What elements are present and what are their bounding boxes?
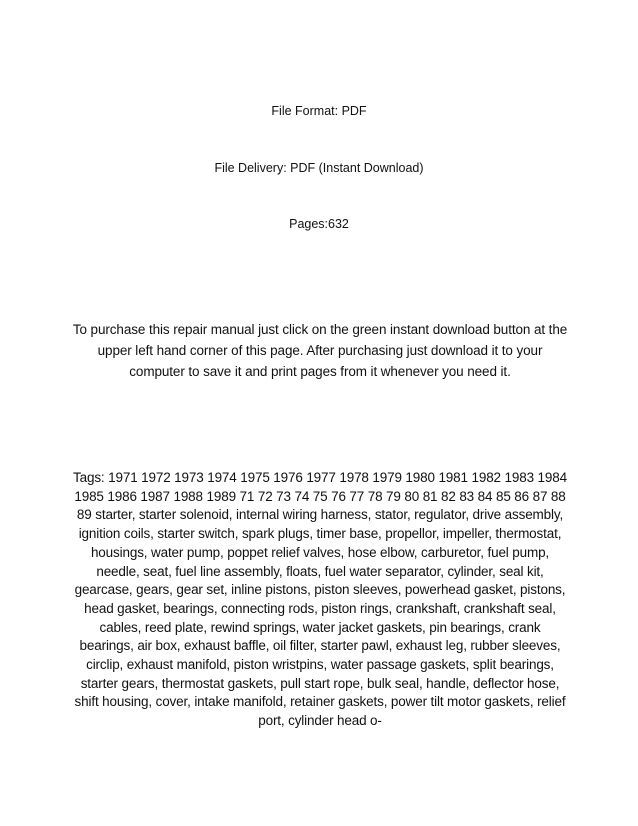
file-delivery-line: File Delivery: PDF (Instant Download): [214, 161, 424, 175]
purchase-instructions-paragraph: To purchase this repair manual just click on the green instant download button at the upper left hand corner of this page. After purchasing just download it to your computer to save it and print pages from it whenever you need it.: [72, 322, 568, 379]
file-format-line: File Format: PDF: [271, 104, 367, 118]
tags-paragraph: Tags: 1971 1972 1973 1974 1975 1976 1977 1978 1979 1980 1981 1982 1983 1984 1985 1986 1987 1988 1989 71 72 73 74 75 76 77 78 79 80 81 82 83 84 85 86 87 88 89 starter, starter solenoid, internal wiring harness, stator, regulator, drive assembly, ignition coils, starter switch, spark plugs, timer base, propellor, impeller, thermostat, housings, water pump, poppet relief valves, hose elbow, carburetor, fuel pump, needle, seat, fuel line assembly, floats, fuel water separator, cylinder, seal kit, gearcase, gears, gear set, inline pistons, piston sleeves, powerhead gasket, pistons, head gasket, bearings, connecting rods, piston rings, crankshaft, crankshaft seal, cables, reed plate, rewind springs, water jacket gaskets, pin bearings, crank bearings, air box, exhaust baffle, oil filter, starter pawl, exhaust leg, rubber sleeves, circlip, exhaust manifold, piston wristpins, water passage gaskets, split bearings, starter gears, thermostat gaskets, pull start rope, bulk seal, handle, deflector hose, shift housing, cover, intake manifold, retainer gaskets, power tilt motor gaskets, relief port, cylinder head o-: [73, 470, 567, 729]
pages-line: Pages:632: [289, 217, 349, 231]
